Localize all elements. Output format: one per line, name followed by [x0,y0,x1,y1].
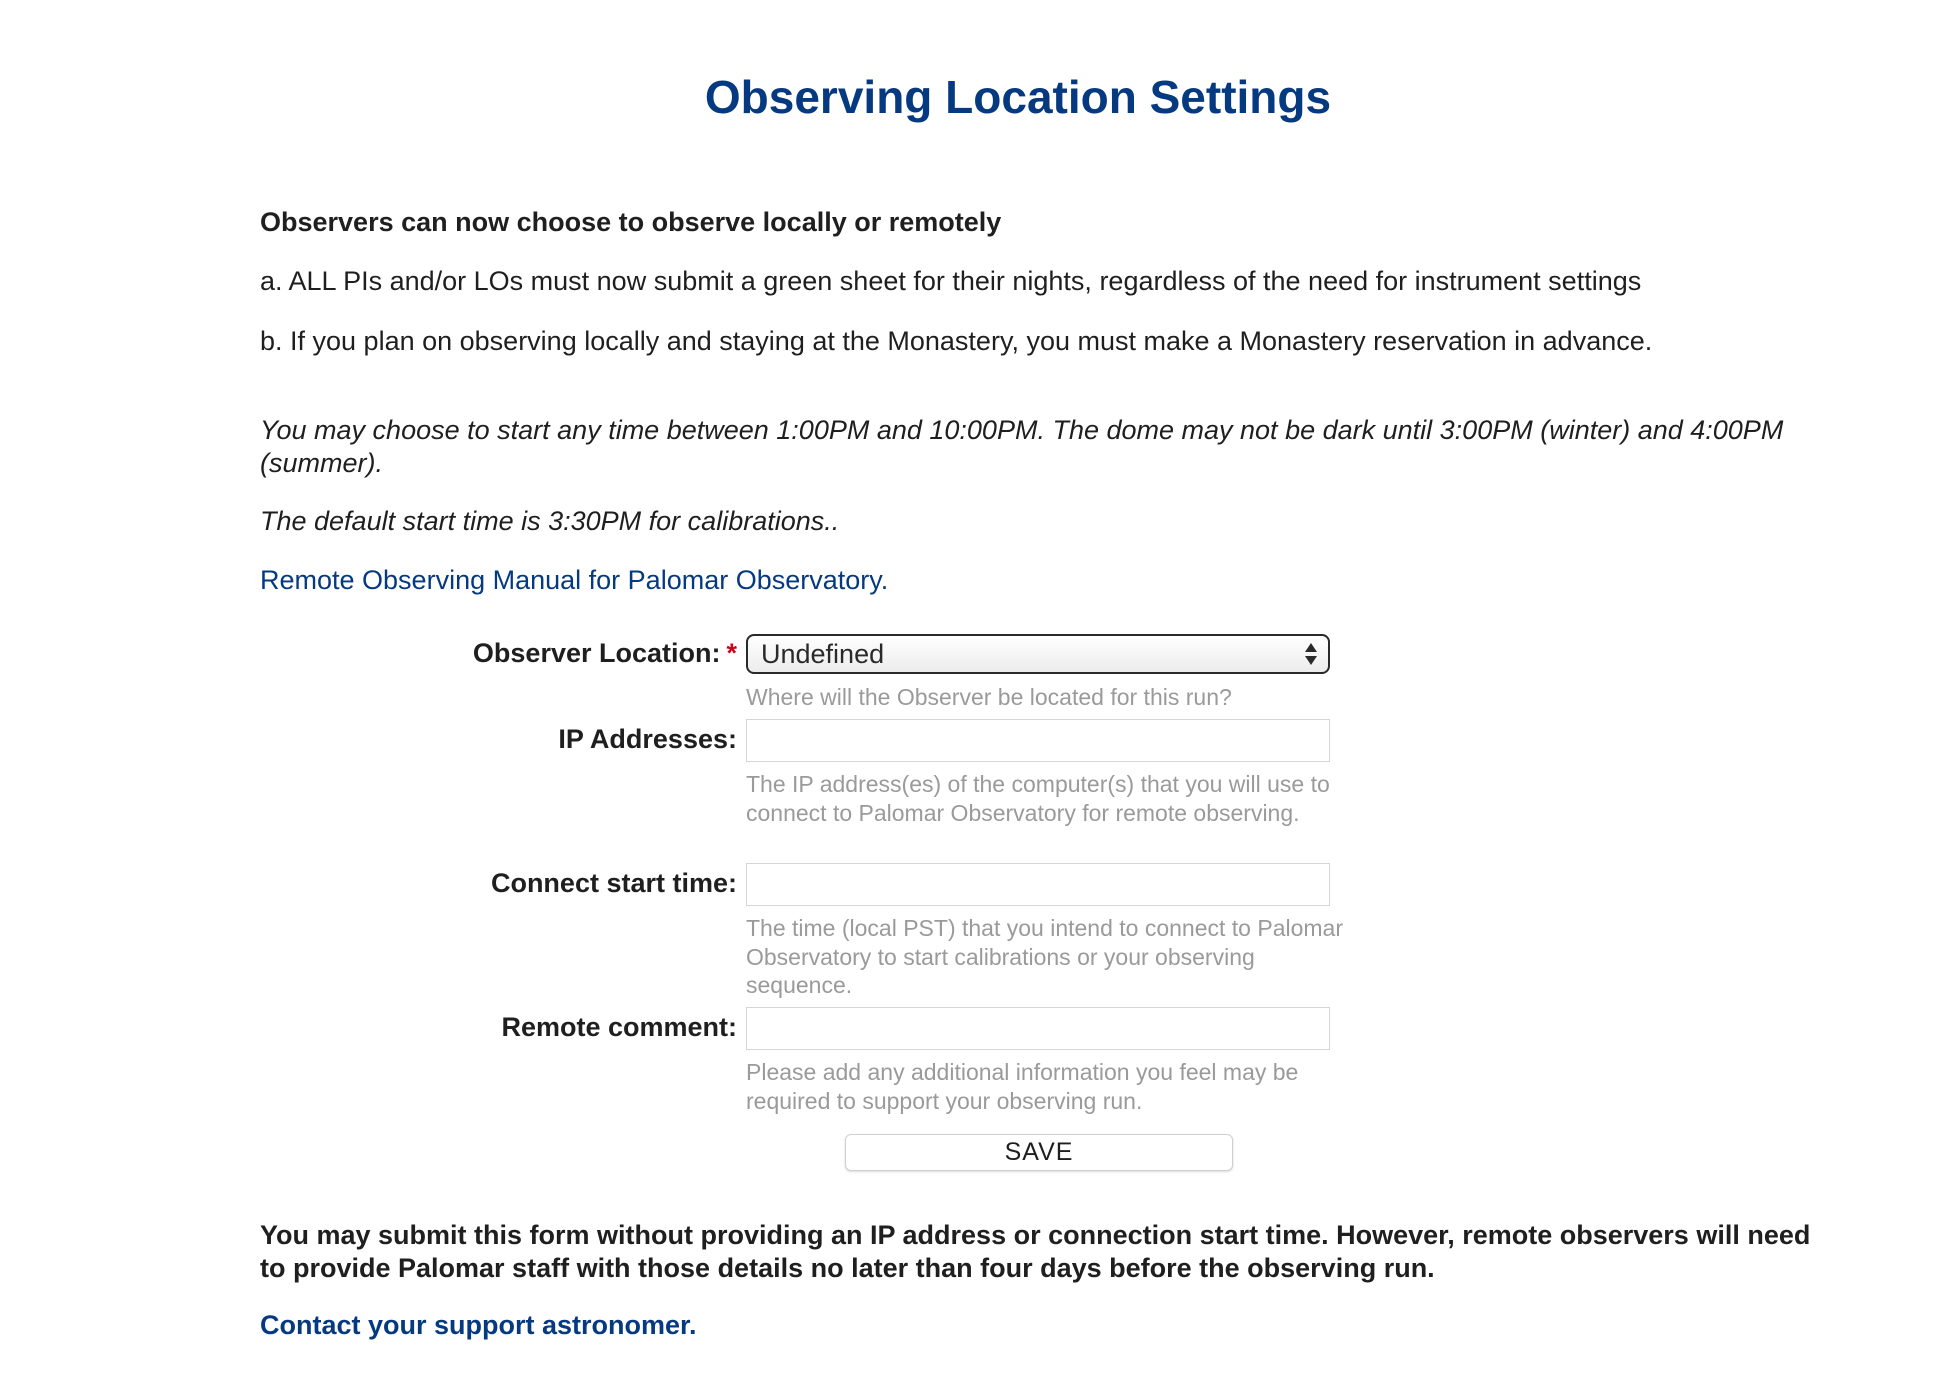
observer-location-label-text: Observer Location: [472,638,721,668]
page-title: Observing Location Settings [704,71,1332,123]
observer-location-selected: Undefined [761,638,885,669]
intro-line-a: a. ALL PIs and/or LOs must now submit a green sheet for their nights, regardless of the need for instrument settings [260,266,1642,296]
ip-addresses-help: The IP address(es) of the computer(s) that you will use to connect to Palomar Observatory for remote observing. [746,771,1330,826]
contact-support-link[interactable]: Contact your support astronomer. [260,1310,697,1340]
observer-location-label [473,638,737,669]
submission-note: You may submit this form without providing an IP address or connection start time. However, remote observers will need to provide Palomar staff with those details no later than four days before the observing run. [260,1220,1811,1283]
connect-start-time-input[interactable] [746,863,1330,906]
ip-addresses-label: IP Addresses: [558,724,737,754]
ip-addresses-input[interactable] [746,719,1330,762]
intro-heading: Observers can now choose to observe locally or remotely [260,207,1002,237]
connect-start-time-help: The time (local PST) that you intend to connect to Palomar Observatory to start calibrations or your observing sequence. [746,915,1344,998]
observer-location-help: Where will the Observer be located for this run? [746,684,1232,710]
remote-manual-link[interactable]: Remote Observing Manual for Palomar Observatory. [260,565,889,595]
remote-comment-help: Please add any additional information you feel may be required to support your observing run. [746,1059,1299,1114]
default-start-note: The default start time is 3:30PM for calibrations.. [260,506,840,536]
connect-start-time-label: Connect start time: [490,868,737,898]
observer-location-select[interactable] [746,634,1330,674]
remote-comment-input[interactable] [746,1007,1330,1050]
up-down-arrows-icon [1304,640,1318,668]
save-button[interactable]: SAVE [845,1134,1233,1171]
intro-line-b: b. If you plan on observing locally and staying at the Monastery, you must make a Monastery reservation in advance. [260,326,1653,356]
start-time-note: You may choose to start any time between 1:00PM and 10:00PM. The dome may not be dark until 3:00PM (winter) and 4:00PM (summer). [260,415,1784,478]
required-marker: * [726,638,737,668]
remote-comment-label: Remote comment: [501,1012,737,1042]
